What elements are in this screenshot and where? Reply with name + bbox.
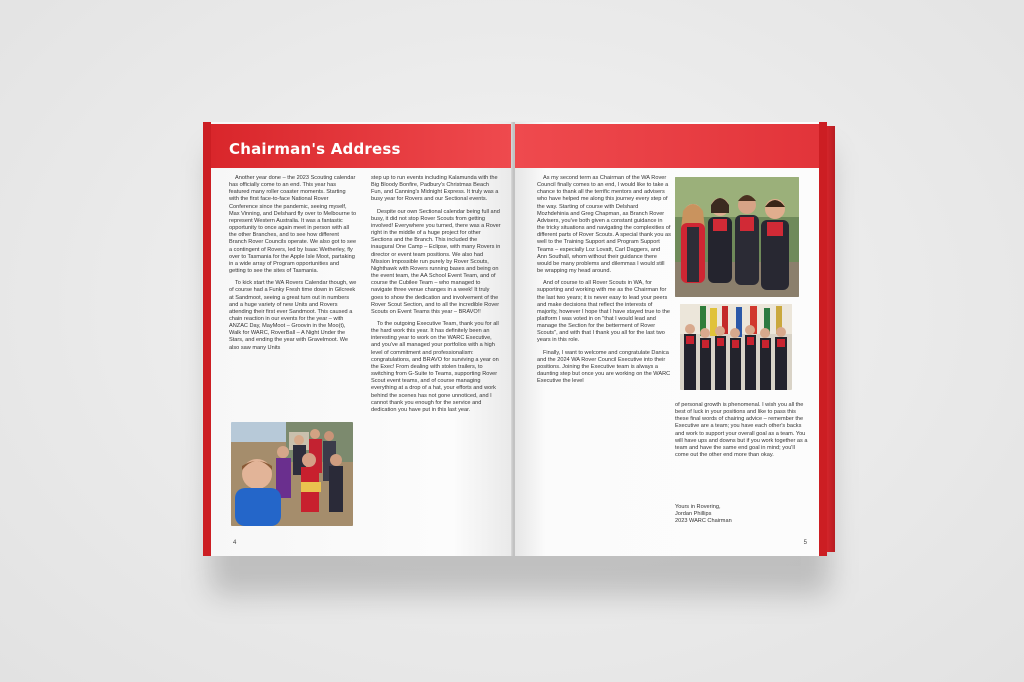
- left-page: [203, 122, 513, 556]
- page-number-left: 4: [233, 540, 237, 546]
- paragraph: Finally, I want to welcome and congratulate Danica and the 2024 WA Rover Council Executive into their positions. Joining the Executive team is always a daunting step but once you are working on the WARC Executive the level: [537, 349, 671, 385]
- paragraph: To kick start the WA Rovers Calendar though, we of course had a Funky Fresh time down in Gilcreek at Sandmoot, seeing a great turn out in numbers and a huge variety of new Units and Rovers attending their first ever Sandmoot. This caused a chain reaction in our events for the year – with ANZAC Day, MayMoot – Groovin in the Moo(t), Walk for WARC, RoverBall – A Night Under the Stars, and ending the year with Gravelmoot. We also saw many Units: [229, 280, 357, 351]
- signoff-name: Jordan Phillips: [675, 511, 712, 518]
- rovers-flags-photo: [680, 304, 792, 390]
- rovers-group-photo: [231, 422, 353, 526]
- paragraph: step up to run events including Kalamunda with the Big Bloody Bonfire, Padbury's Christmas Beach Fun, and Canning's Midnight Express. It truly was a busy year for Rovers and our Sectional events.: [371, 175, 499, 203]
- title-banner: [211, 124, 513, 168]
- magazine-spread: [203, 122, 835, 556]
- paragraph: Despite our own Sectional calendar being full and busy, it did not stop Rover Scouts from getting involved! Everywhere you turned, there was a Rover right in the middle of a huge project for other Sections and the Branch. This included the inaugural One Camp – Eclipse, with many Rovers in director or event team positions. We also had Mission Impossible run purely by Rover Scouts, Nighthawk with Rovers running bases and being on the event team, the AA School Event Team, and of course the Cubilee Team – who managed to navigate three venue changes in a week! It truly goes to show the dedication and involvement of the Rover Scout Section, and to all the incredible Rover Scouts on Event Teams this year – BRAVO!!: [371, 208, 501, 315]
- paragraph: And of course to all Rover Scouts in WA, for supporting and working with me as the Chairman for the last two years; it is never easy to lead your peers and make decisions that reflect the interests of majority, however I hope that I have stayed true to the platform I was voted in on "that I would lead and manage the Section for the betterment of Rover Scouts", and with that I thank you all for the last two years in this role.: [537, 280, 670, 344]
- page-number-right: 5: [803, 540, 807, 546]
- rovers-portrait-photo: [675, 177, 799, 297]
- paragraph: To the outgoing Executive Team, thank you for all the hard work this year. It has definitely been an interesting year to work on the WARC Executive, and you've all managed your portfolios with a high level of commitment and professionalism: congratulations, and BRAVO for surviving a year on the Exec! From dealing with stolen trailers, to switching from G-Suite to Teams, supporting Rover Scout event teams, and of course managing everything at a drop of a hat, your efforts and work behind the scenes has not gone unnoticed, and I cannot thank you enough for the service and dedication you have put in this last year.: [371, 320, 499, 413]
- paragraph: of personal growth is phenomenal. I wish you all the best of luck in your positions and like to pass this these final words of chairing advice – remember the Executive are a team; you have each other's backs and work to support your overall goal as a team. You will have ups and downs but if you work together as a team and have the same end goal in mind; you'll come out the other end more than okay.: [675, 402, 808, 459]
- left-column-1: [229, 175, 357, 357]
- right-column-1: [537, 175, 671, 390]
- signoff-role: 2023 WARC Chairman: [675, 518, 732, 525]
- page-edge: [827, 126, 835, 552]
- paragraph: As my second term as Chairman of the WA Rover Council finally comes to an end, I would like to take a chance to thank all the terrific mentors and advisers who have helped me along this journey every step of the way. Starting of course with Delshard Mozhdehinia and Greg Chapman, as Branch Rover Advisers, you've both given a constant guidance in the tricky situations and navigating the complexities of different parts of Rover Scouts. A special thank you as well to the Training Support and Program Support Teams – especially Loz Lovatt, Carl Daggers, and Ann Southall, whom without their guidance there would be many problems and dilemmas I would still be wrapping my head around.: [537, 175, 671, 275]
- signoff: [675, 504, 732, 526]
- header-banner: [515, 124, 819, 168]
- paragraph: Another year done – the 2023 Scouting calendar has officially come to an end. This year has featured many roller coaster moments. Starting with the first face-to-face National Rover Conference since the pandemic, seeing myself, Max Vinning, and Delshard fly over to Melbourne to represent Western Australia. It was a fantastic opportunity to once again meet in person with all the other Branches, and to see how different Branch Rover Councils operate. We also got to see a contingent of Rovers, led by Isaac Wetherley, fly over to Tasmania for the Apple Isle Moot, partaking in a wide array of Program opportunities and getting to see the sites of Tasmania.: [229, 175, 357, 275]
- right-page: [515, 122, 827, 556]
- right-column-2: [675, 402, 809, 464]
- left-column-2: [371, 175, 501, 419]
- signoff-greeting: Yours in Rovering,: [675, 504, 721, 510]
- page-title: Chairman's Address: [229, 140, 401, 158]
